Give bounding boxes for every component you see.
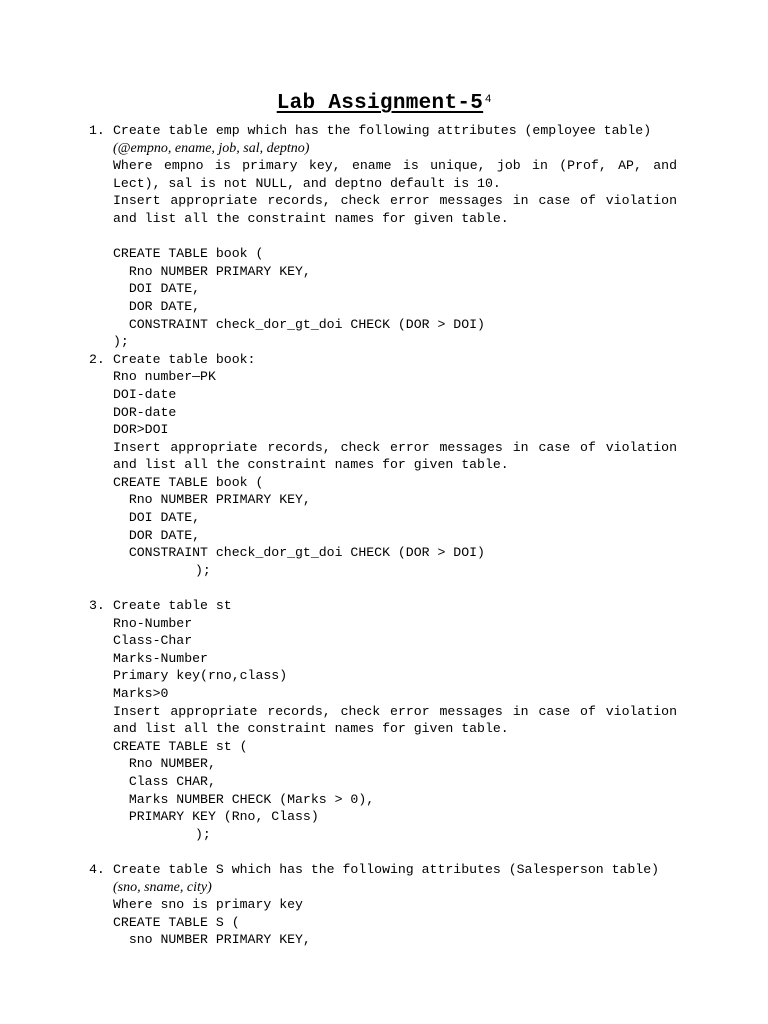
code-line: CONSTRAINT check_dor_gt_doi CHECK (DOR > DOI) [113,316,485,332]
code-line: DOI-date [113,386,177,402]
attribute-list: (sno, sname, city) [113,879,212,895]
instruction-text: Create table S which has the following attributes (Salesperson table) [113,861,660,877]
code-line: Rno-Number [113,615,193,631]
title-block [0,92,768,115]
code-line: CREATE TABLE S ( [113,914,240,930]
blank-line [113,579,677,597]
code-line: Class-Char [113,633,193,649]
code-line: CREATE TABLE book ( [113,474,264,490]
assignment-item [0,861,677,949]
code-line: Marks>0 [113,686,169,701]
title-superscript: 4 [485,93,492,105]
item-number: 4. [89,861,105,877]
item-number: 2. [89,351,105,367]
assignment-item [0,122,677,351]
code-line: PRIMARY KEY (Rno, Class) [113,809,319,825]
code-line: Create table st [113,598,232,614]
code-line: DOR DATE, [113,527,201,543]
code-line: DOR>DOI [113,422,169,438]
code-line: Rno NUMBER, [113,756,216,772]
code-line: Rno number—PK [113,369,216,385]
code-line: Rno NUMBER PRIMARY KEY, [113,492,311,508]
code-line: Where sno is primary key [113,897,303,913]
instruction-text: Insert appropriate records, check error messages in case of violation and list all the constraint names for given table. [113,439,677,473]
code-line: Primary key(rno,class) [113,668,288,684]
code-line: DOI DATE, [113,510,201,526]
blank-line [113,843,677,861]
blank-line [113,228,677,246]
page-title: Lab Assignment-5 [276,92,484,115]
code-line: Rno NUMBER PRIMARY KEY, [113,263,311,279]
item-number: 1. [89,123,105,138]
code-line: CONSTRAINT check_dor_gt_doi CHECK (DOR > DOI) [113,545,485,561]
assignment-item [0,597,677,861]
item-number: 3. [89,598,105,614]
instruction-text: Insert appropriate records, check error messages in case of violation and list all the constraint names for given table. [113,193,677,226]
code-line: Marks-Number [113,650,208,666]
code-line: DOR DATE, [113,298,201,314]
code-line: ); [113,334,129,350]
code-line: Class CHAR, [113,773,216,789]
code-line: CREATE TABLE st ( [113,738,248,754]
code-line: CREATE TABLE book ( [113,246,264,262]
code-line: DOR-date [113,404,177,420]
closing-paren: ); [195,826,211,842]
code-line: DOI DATE, [113,281,201,297]
closing-paren: ); [195,562,211,578]
attribute-list: (@empno, ename, job, sal, deptno) [113,140,310,156]
code-line: sno NUMBER PRIMARY KEY, [113,932,311,948]
assignment-item [0,351,677,597]
code-line: Marks NUMBER CHECK (Marks > 0), [113,791,375,807]
instruction-text: Insert appropriate records, check error messages in case of violation and list all the constraint names for given table. [113,703,677,737]
instruction-text: Create table emp which has the following attributes (employee table) [113,123,652,138]
code-line: Create table book: [113,351,256,367]
assignment-list [0,122,768,949]
instruction-text: Where empno is primary key, ename is unique, job in (Prof, AP, and Lect), sal is not NULL, and deptno default is 10. [113,158,677,191]
